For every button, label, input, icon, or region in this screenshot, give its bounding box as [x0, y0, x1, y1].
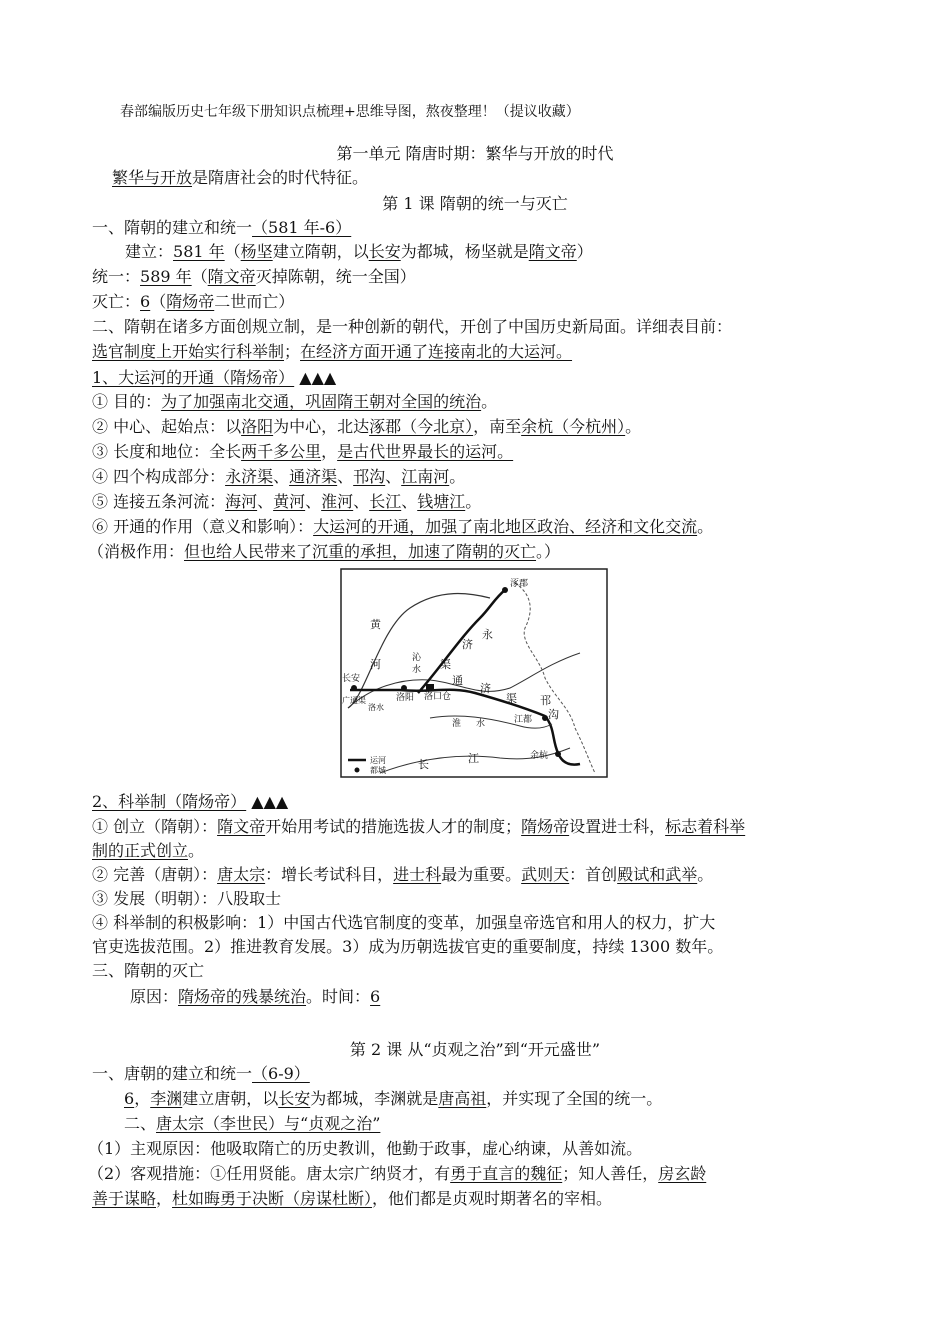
t: ，并实现了全国的统一。 [486, 1089, 663, 1108]
t: ，南至 [473, 417, 522, 436]
t: ：增长考试科目， [265, 865, 394, 884]
t: 隋炀帝的残暴统治 [178, 987, 307, 1006]
doc-header: 春部编版历史七年级下册知识点梳理+思维导图，熬夜整理！（提议收藏） [120, 104, 580, 120]
t: 通济渠 [289, 467, 338, 486]
t: ， [321, 442, 338, 461]
t: 开始用考试的措施选拔人才的制度； [265, 817, 522, 836]
t: 邗沟 [353, 467, 386, 486]
yuhang-marker [555, 751, 561, 757]
l1-section1-heading [92, 216, 351, 240]
map-label: 运河 [370, 756, 386, 765]
theme-key: 繁华与开放 [112, 168, 193, 187]
map-label: 洛水 [368, 703, 384, 712]
t: 6 [370, 987, 381, 1006]
l2-section1-heading [92, 1062, 310, 1086]
t: 余杭（今杭州） [521, 417, 626, 436]
t: 黄河 [273, 492, 306, 511]
t: ， [156, 1189, 173, 1208]
t: （ [191, 267, 208, 286]
t: 是古代世界最长的运河。 [337, 442, 514, 461]
t: 唐太宗（李世民）与“贞观之治” [156, 1114, 381, 1133]
map-label: 济 [480, 682, 491, 695]
t: 、 [337, 467, 354, 486]
map-label: 通 [452, 674, 463, 687]
map-label: 洛口仓 [424, 692, 452, 702]
exam-p1 [92, 815, 745, 839]
t: 标志着科举 [665, 817, 746, 836]
canal-p4 [92, 465, 465, 489]
changan-marker [351, 685, 357, 691]
map-label: 水 [412, 665, 422, 675]
t: ① 创立（隋朝）： [92, 817, 218, 836]
l1-fall-line [92, 290, 294, 314]
t: ：首创 [569, 865, 618, 884]
l2-p1: （1）主观原因：他吸取隋亡的历史教训，他勤于政事，虚心纳谏，从善如流。 [88, 1139, 643, 1158]
t: 为都城，李渊就是 [310, 1089, 439, 1108]
t: 钱塘江 [417, 492, 466, 511]
l1-section3: 三、隋朝的灭亡 [92, 961, 205, 980]
t: 隋炀帝 [521, 817, 570, 836]
t: 灭亡： [92, 292, 141, 311]
t: （6-9） [252, 1064, 310, 1083]
map-label: 济 [462, 638, 473, 651]
t: 勇于直言的魏征 [450, 1164, 563, 1183]
t: 长江 [369, 492, 402, 511]
canal-p1 [92, 390, 497, 414]
triangle-icons: ▲▲▲ [251, 792, 289, 811]
map-label: 江都 [514, 715, 533, 725]
l1-unify-line [92, 265, 416, 289]
fall-cause [130, 985, 380, 1009]
legend-capital-marker [355, 768, 360, 773]
t: 、 [401, 492, 418, 511]
t: 、 [385, 467, 402, 486]
t: 武则天 [521, 865, 570, 884]
t: ① 目的： [92, 392, 162, 411]
t: 建立： [125, 242, 174, 261]
t: 涿郡（今北京） [369, 417, 474, 436]
t: 为中心，北达 [273, 417, 370, 436]
t: 。 [449, 467, 466, 486]
map-label: 黄 [370, 618, 381, 631]
exam-p2 [92, 863, 713, 887]
map-label: 水 [476, 719, 486, 729]
exam-p4a: ④ 科举制的积极影响：1）中国古代选官制度的变革，加强皇帝选官和用人的权力，扩大 [92, 913, 716, 932]
canal-p3 [92, 440, 513, 464]
canal-p2 [92, 415, 641, 439]
t: 。 [697, 517, 714, 536]
t: 。 [481, 392, 498, 411]
t: 建立隋朝，以 [272, 242, 369, 261]
t: 唐高祖 [438, 1089, 487, 1108]
t: 统一： [92, 267, 141, 286]
t: 隋炀帝 [166, 292, 215, 311]
map-label: 渠 [440, 658, 451, 671]
map-label: 都城 [370, 766, 386, 775]
t: 海河 [225, 492, 258, 511]
map-label: 渠 [506, 692, 517, 705]
zhuojun-marker [502, 587, 508, 593]
map-label: 广通渠 [342, 696, 366, 705]
t: 581 年 [173, 242, 225, 261]
t: 。） [536, 542, 561, 561]
map-label: 江 [468, 752, 479, 765]
t: 、 [305, 492, 322, 511]
t: 、 [273, 467, 290, 486]
t: ， [134, 1089, 151, 1108]
t: 。时间： [306, 987, 371, 1006]
canal-p6 [92, 515, 713, 539]
lesson1-title: 第 1 课 隋朝的统一与灭亡 [382, 194, 568, 213]
t: 殿试和武举 [617, 865, 698, 884]
t: 设置进士科， [569, 817, 666, 836]
t: 杨坚 [240, 242, 273, 261]
t: 但也给人民带来了沉重的承担，加速了隋朝的灭亡 [184, 542, 537, 561]
canal-p5 [92, 490, 481, 514]
theme-line [112, 166, 368, 190]
t: 6 [140, 292, 151, 311]
t: ⑤ 连接五条河流： [92, 492, 226, 511]
lesson2-title: 第 2 课 从“贞观之治”到“开元盛世” [349, 1040, 601, 1059]
triangle-icons: ▲▲▲ [299, 368, 337, 387]
t: ⑥ 开通的作用（意义和影响）： [92, 517, 314, 536]
map-label: 沁 [412, 653, 422, 663]
t: 房玄龄 [658, 1164, 707, 1183]
t: 2、科举制（隋炀帝） [92, 792, 247, 811]
t: ； [284, 342, 301, 361]
t: 一、唐朝的建立和统一 [92, 1064, 253, 1083]
t: 善于谋略 [92, 1189, 157, 1208]
map-frame [341, 569, 607, 777]
map-label: 洛阳 [396, 693, 415, 703]
l1-section2b [92, 340, 572, 364]
t: 589 年 [140, 267, 192, 286]
t: 江南河 [401, 467, 450, 486]
t: 。 [188, 841, 205, 860]
t: ；知人善任， [562, 1164, 659, 1183]
t: 选官制度上开始实行科举制 [92, 342, 285, 361]
map-label: 余杭 [530, 751, 549, 761]
l1-found-line [125, 240, 593, 264]
t: 进士科 [393, 865, 442, 884]
t: 。 [625, 417, 642, 436]
t: 、 [353, 492, 370, 511]
l2-p3 [92, 1187, 612, 1211]
t: 杜如晦勇于决断（房谋杜断） [172, 1189, 373, 1208]
map-label: 邗 [540, 694, 551, 707]
t: ） [576, 242, 593, 261]
canal-p7 [88, 540, 560, 564]
t: 永济渠 [225, 467, 274, 486]
t: （2）客观措施：①任用贤能。唐太宗广纳贤才，有 [88, 1164, 451, 1183]
t: 长安 [278, 1089, 311, 1108]
t: ② 中心、起始点：以 [92, 417, 242, 436]
map-label: 永 [482, 628, 493, 641]
t: （消极作用： [88, 542, 185, 561]
t: 淮河 [321, 492, 354, 511]
theme-rest: 是隋唐社会的时代特征。 [192, 168, 369, 187]
t: ② 完善（唐朝）： [92, 865, 218, 884]
t: 大运河的开通，加强了南北地区政治、经济和文化交流 [313, 517, 698, 536]
map-label: 长 [418, 758, 429, 771]
t: 二、 [124, 1114, 157, 1133]
t: 原因： [130, 987, 179, 1006]
t: 。 [697, 865, 714, 884]
map-label: 长安 [342, 674, 361, 684]
t: 为都城，杨坚就是 [400, 242, 529, 261]
t: 隋文帝 [217, 817, 266, 836]
luokou-granary-marker [426, 684, 434, 690]
map-label: 河 [370, 658, 381, 671]
t: 为了加强南北交通，巩固隋王朝对全国的统治 [161, 392, 482, 411]
t: 隋文帝 [207, 267, 256, 286]
grand-canal-map [340, 568, 608, 778]
t: （ [150, 292, 167, 311]
t: 制的正式创立 [92, 841, 189, 860]
unit-title: 第一单元 隋唐时期：繁华与开放的时代 [336, 144, 614, 163]
t: 李渊 [150, 1089, 183, 1108]
map-label: 沟 [548, 708, 559, 721]
t: 。 [465, 492, 482, 511]
luoyang-marker [401, 685, 407, 691]
t: （ [224, 242, 241, 261]
t: 长安 [368, 242, 401, 261]
canal-heading [92, 366, 336, 390]
l1-s1-date: （581 年-6） [252, 218, 352, 237]
exam-heading [92, 790, 288, 814]
l1-s1-label: 一、隋朝的建立和统一 [92, 218, 253, 237]
t: 二世而亡） [214, 292, 295, 311]
l2-found-line [124, 1087, 662, 1111]
l1-section2: 二、隋朝在诸多方面创规立制，是一种创新的朝代，开创了中国历史新局面。详细表目前： [92, 317, 733, 336]
exam-p3: ③ 发展（明朝）：八股取士 [92, 889, 282, 908]
t: ④ 四个构成部分： [92, 467, 226, 486]
map-label: 淮 [452, 719, 462, 729]
t: 、 [257, 492, 274, 511]
t: 6 [124, 1089, 135, 1108]
t: ③ 长度和地位：全长 [92, 442, 242, 461]
t: 两千多公里 [241, 442, 322, 461]
t: 洛阳 [241, 417, 274, 436]
l2-p2 [88, 1162, 706, 1186]
t: 1、大运河的开通（隋炀帝） [92, 368, 295, 387]
exam-p4b: 官吏选拔范围。2）推进教育发展。3）成为历朝选拔官吏的重要制度，持续 1300 数年。 [92, 937, 724, 956]
t: 在经济方面开通了连接南北的大运河。 [300, 342, 573, 361]
t: ，他们都是贞观时期著名的宰相。 [372, 1189, 613, 1208]
exam-p1b [92, 839, 204, 863]
l2-section2-heading [124, 1112, 380, 1136]
map-label: 涿郡 [510, 579, 529, 589]
t: 灭掉陈朝，统一全国） [255, 267, 416, 286]
t: 建立唐朝，以 [182, 1089, 279, 1108]
t: 最为重要。 [441, 865, 522, 884]
t: 唐太宗 [217, 865, 266, 884]
t: 隋文帝 [528, 242, 577, 261]
